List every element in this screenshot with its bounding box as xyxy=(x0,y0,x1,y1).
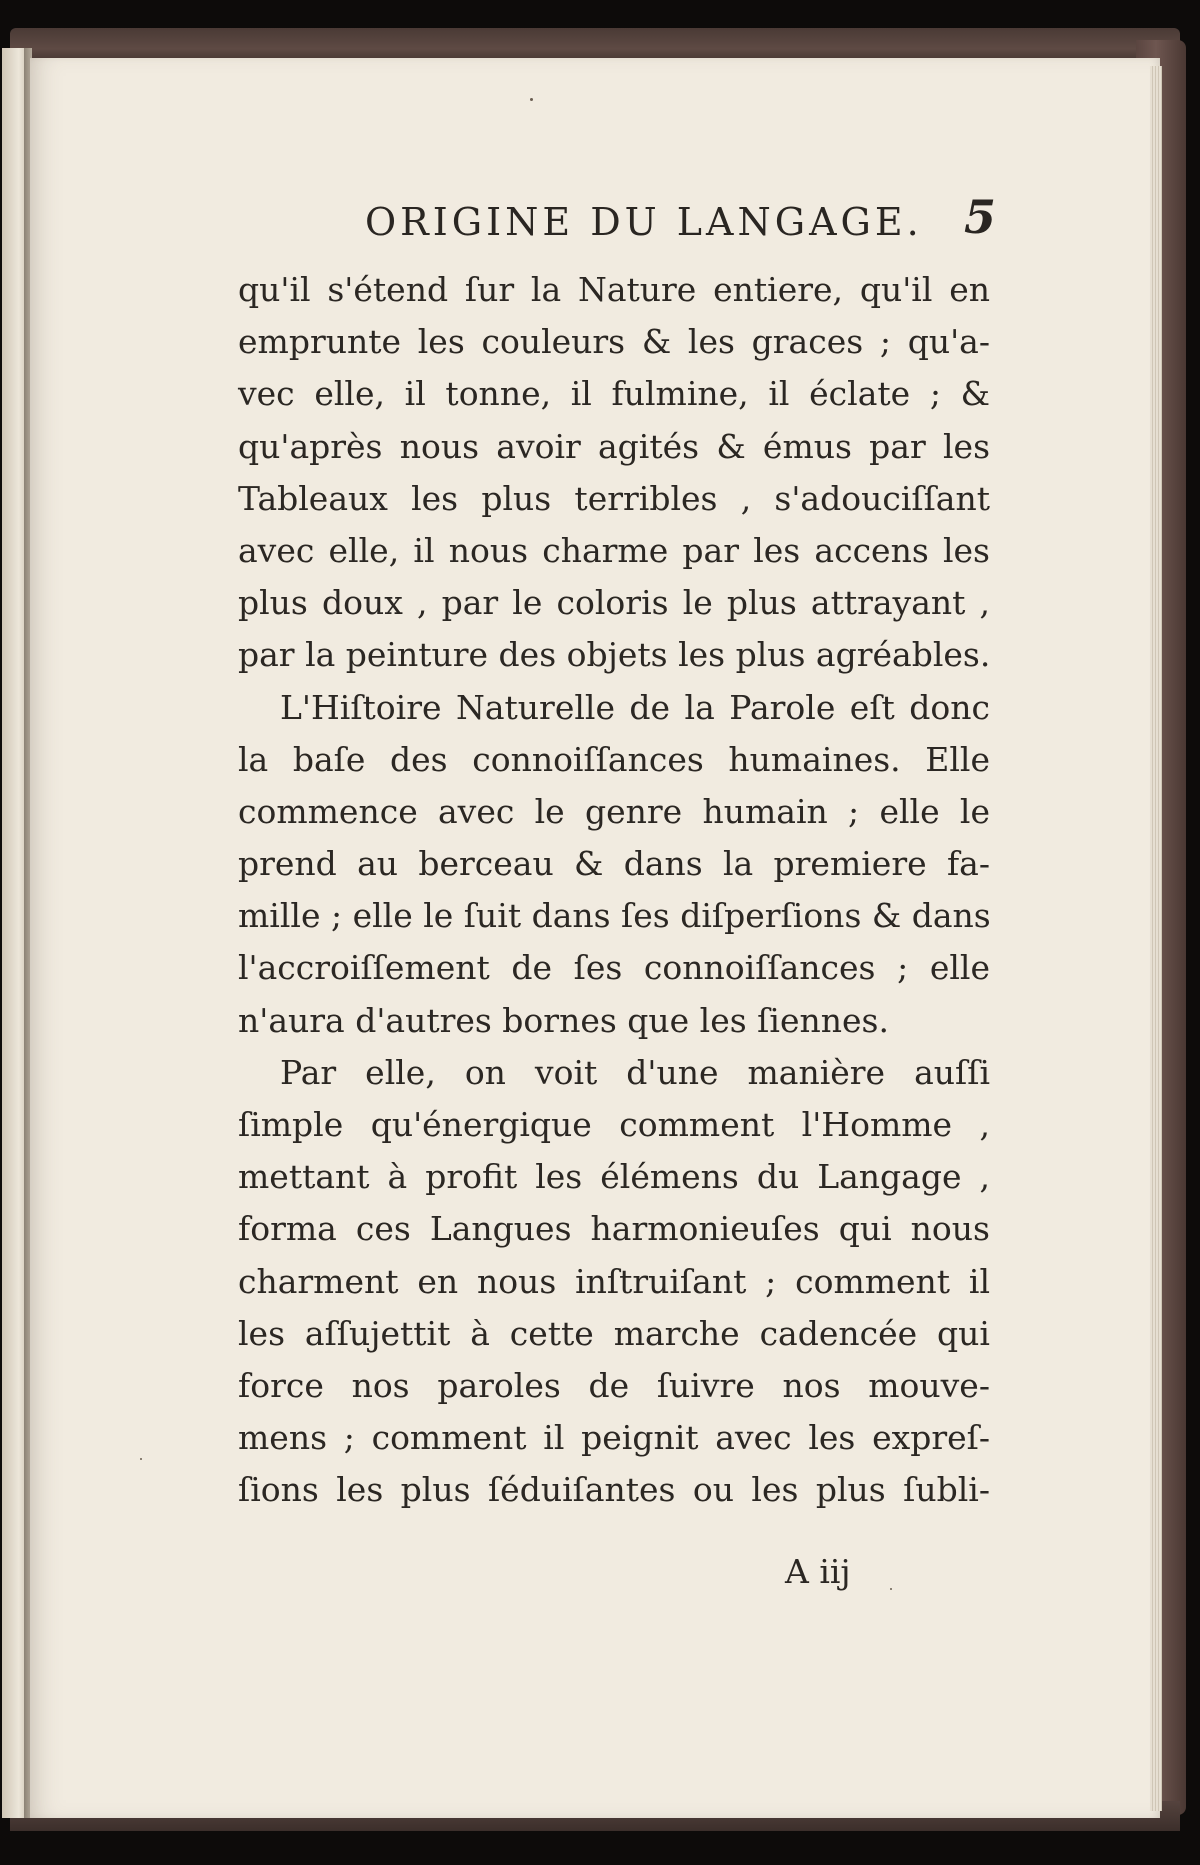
page-stack-edge xyxy=(1150,66,1162,1811)
facing-page-edge xyxy=(2,48,26,1818)
text-line: forma ces Langues harmonieuſes qui nous xyxy=(238,1209,990,1249)
text-line: avec elle, il nous charme par les accens les xyxy=(238,530,990,570)
text-line: n'aura d'autres bornes que les ſiennes. xyxy=(238,1000,889,1040)
paragraph-2 xyxy=(238,682,990,1047)
text-line: qu'il s'étend ſur la Nature entiere, qu'il en xyxy=(238,270,990,309)
text-line: plus doux , par le coloris le plus attrayant , xyxy=(238,583,990,623)
running-head xyxy=(0,164,1200,244)
text-line: L'Hiſtoire Naturelle de la Parole eſt donc xyxy=(280,687,990,727)
running-title: ORIGINE DU LANGAGE. xyxy=(365,200,923,244)
text-line: l'accroiſſement de ſes connoiſſances ; elle xyxy=(238,948,990,988)
text-line: charment en nous inſtruiſant ; comment il xyxy=(238,1261,990,1301)
signature-mark: A iij xyxy=(785,1552,851,1591)
text-line: mettant à profit les élémens du Langage , xyxy=(238,1157,990,1197)
text-line: Par elle, on voit d'une manière auſſi xyxy=(280,1052,990,1092)
paper-speck xyxy=(890,1588,892,1590)
text-line: ſions les plus ſéduiſantes ou les plus ſubli- xyxy=(238,1470,990,1510)
paper-speck xyxy=(140,1458,142,1460)
text-line: la baſe des connoiſſances humaines. Elle xyxy=(238,739,990,779)
text-line: force nos paroles de ſuivre nos mouve- xyxy=(238,1365,990,1405)
text-line: mille ; elle le ſuit dans ſes diſperſions & dans xyxy=(238,896,991,936)
text-line: qu'après nous avoir agités & émus par les xyxy=(238,426,990,466)
body-text xyxy=(238,264,990,1517)
text-line: commence avec le genre humain ; elle le xyxy=(238,791,990,831)
paper-speck xyxy=(530,98,533,101)
paragraph-3 xyxy=(238,1047,990,1517)
text-line: emprunte les couleurs & les graces ; qu'a- xyxy=(238,322,990,362)
text-line: mens ; comment il peignit avec les expreſ- xyxy=(238,1418,990,1458)
text-line: vec elle, il tonne, il fulmine, il éclate ; & xyxy=(238,374,990,414)
text-line: prend au berceau & dans la premiere fa- xyxy=(238,844,990,884)
text-line: ſimple qu'énergique comment l'Homme , xyxy=(238,1105,990,1144)
text-line: Tableaux les plus terribles , s'adouciſſant xyxy=(238,478,990,518)
text-line: les aſſujettit à cette marche cadencée qui xyxy=(238,1313,990,1353)
page-number: 5 xyxy=(964,190,997,244)
text-line: par la peinture des objets les plus agréables. xyxy=(238,635,991,675)
paragraph-1 xyxy=(238,264,990,682)
